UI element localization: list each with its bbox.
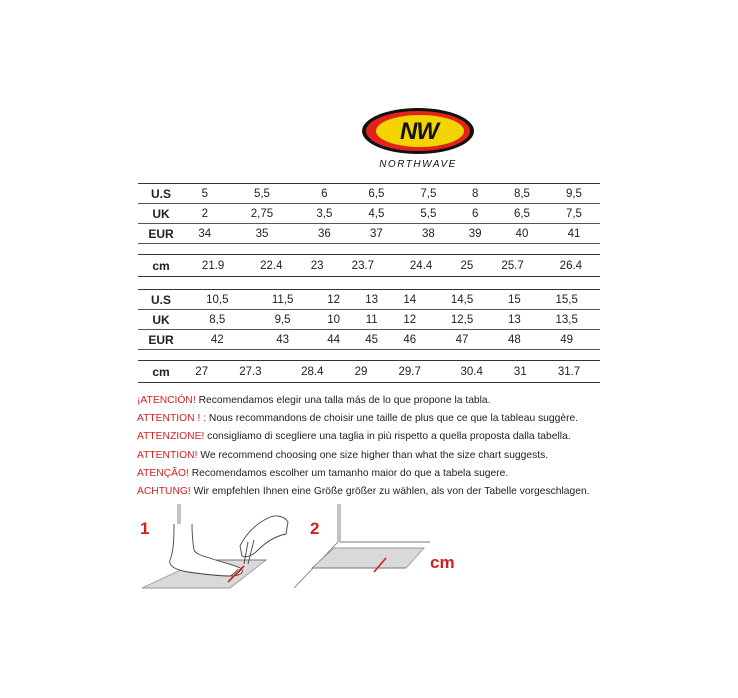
- cm-cell: 24.4: [409, 259, 433, 272]
- size-row: [138, 310, 600, 330]
- note-it: [137, 428, 607, 446]
- logo-wordmark: NORTHWAVE: [379, 159, 457, 170]
- size-cell: 6: [321, 187, 328, 200]
- size-cell: 43: [276, 333, 289, 346]
- note-text: Nous recommandons de choisir une taille de plus que ce que la tableau suggère.: [206, 413, 579, 425]
- step-1-number: 1: [140, 519, 150, 538]
- cm-cell: 30.4: [460, 365, 483, 378]
- cm-table-2: [138, 360, 600, 383]
- size-cell: 13: [365, 293, 379, 306]
- size-cell: 49: [560, 333, 574, 346]
- note-text: consigliamo di scegliere una taglia in più rispetto a quella proposta dalla tabella.: [204, 431, 571, 443]
- size-cell: 9,5: [274, 313, 291, 326]
- cm-cell: 27.3: [239, 365, 262, 378]
- size-cell: 3,5: [316, 207, 333, 220]
- size-cell: 10: [327, 313, 341, 326]
- cm-cell: 25: [460, 259, 474, 272]
- size-cell: 4,5: [368, 207, 385, 220]
- cm-cell: 23: [310, 259, 324, 272]
- size-cell: 2: [201, 207, 208, 220]
- step-2-number: 2: [310, 519, 320, 538]
- size-cell: 37: [369, 227, 383, 240]
- row-header: UK: [152, 312, 170, 327]
- note-pt: [137, 465, 607, 483]
- cm-cell: 23.7: [351, 259, 375, 272]
- size-cell: 15: [507, 293, 521, 306]
- size-cell: 6,5: [368, 187, 385, 200]
- size-table-1: [138, 183, 600, 244]
- row-header: cm: [152, 258, 170, 273]
- size-row: [138, 204, 600, 224]
- step-2-illustration: [290, 502, 465, 592]
- size-cell: 41: [567, 227, 581, 240]
- note-warning: ¡ATENCIÓN!: [137, 395, 196, 406]
- cm-cell: 22.4: [260, 259, 283, 272]
- size-advice-notes: [137, 392, 607, 501]
- size-cell: 13,5: [555, 313, 578, 326]
- row-header: cm: [152, 364, 170, 379]
- note-warning: ATTENZIONE!: [137, 431, 205, 443]
- size-cell: 6,5: [513, 207, 530, 220]
- note-de: [137, 483, 607, 501]
- cm-row: [138, 255, 600, 277]
- size-cell: 12: [403, 313, 417, 326]
- size-cell: 45: [365, 333, 379, 346]
- size-cell: 7,5: [565, 207, 582, 220]
- size-row: [138, 224, 600, 244]
- note-en: [137, 447, 607, 465]
- size-cell: 36: [317, 227, 331, 240]
- size-row: [138, 330, 600, 350]
- size-cell: 44: [327, 333, 341, 346]
- note-es: [137, 392, 607, 410]
- note-warning: ATTENTION ! :: [137, 413, 207, 425]
- cm-cell: 27: [195, 365, 209, 378]
- cm-cell: 21.9: [201, 259, 225, 272]
- size-cell: 5: [201, 187, 208, 200]
- note-text: Recomendamos escolher um tamanho maior do que a tabela sugere.: [188, 467, 509, 479]
- size-cell: 48: [507, 333, 521, 346]
- size-cell: 13: [507, 313, 521, 326]
- size-cell: 5,5: [420, 207, 437, 220]
- size-cell: 42: [210, 333, 224, 346]
- size-table-2: [138, 289, 600, 350]
- cm-table-1-body: [138, 255, 600, 277]
- paper-sheet-shape: [294, 504, 430, 588]
- cm-cell: 26.4: [559, 259, 583, 272]
- size-table-1-body: [138, 184, 600, 244]
- northwave-logo: [358, 106, 482, 170]
- note-text: We recommend choosing one size higher than what the size chart suggests.: [197, 449, 549, 461]
- size-cell: 5,5: [253, 187, 270, 200]
- size-cell: 11,5: [271, 293, 294, 306]
- size-cell: 12: [327, 293, 341, 306]
- cm-cell: 25.7: [501, 259, 524, 272]
- size-cell: 8,5: [513, 187, 530, 200]
- row-header: EUR: [148, 226, 174, 241]
- cm-table-1: [138, 254, 600, 277]
- size-cell: 38: [421, 227, 435, 240]
- size-cell: 46: [403, 333, 417, 346]
- size-cell: 14,5: [450, 293, 474, 306]
- row-header: U.S: [150, 186, 171, 201]
- size-cell: 40: [515, 227, 529, 240]
- size-cell: 15,5: [555, 293, 578, 306]
- cm-table-2-body: [138, 361, 600, 383]
- size-cell: 8,5: [209, 313, 226, 326]
- size-row: [138, 184, 600, 204]
- size-cell: 47: [455, 333, 469, 346]
- size-cell: 34: [198, 227, 212, 240]
- cm-cell: 31: [513, 365, 527, 378]
- size-cell: 6: [471, 207, 479, 220]
- size-cell: 9,5: [565, 187, 582, 200]
- size-table-2-body: [138, 290, 600, 350]
- note-text: Wir empfehlen Ihnen eine Größe größer zu wählen, als von der Tabelle vorgeschlagen.: [190, 486, 590, 498]
- cm-row: [138, 361, 600, 383]
- logo-monogram: NW: [400, 118, 438, 145]
- size-cell: 8: [471, 187, 479, 200]
- cm-cell: 29.7: [398, 365, 421, 378]
- unit-label: cm: [430, 553, 455, 572]
- size-cell: 39: [468, 227, 482, 240]
- size-cell: 2,75: [250, 207, 274, 220]
- note-warning: ATTENTION!: [137, 449, 198, 461]
- size-row: [138, 290, 600, 310]
- note-text: Recomendamos elegir una talla más de lo que propone la tabla.: [195, 395, 491, 406]
- cm-cell: 31.7: [557, 365, 581, 378]
- size-cell: 14: [403, 293, 417, 306]
- hand-icon: [240, 516, 288, 564]
- note-warning: ACHTUNG!: [137, 486, 191, 498]
- foot-icon: [170, 524, 243, 576]
- size-cell: 12,5: [450, 313, 474, 326]
- size-cell: 35: [255, 227, 269, 240]
- size-cell: 10,5: [206, 293, 229, 306]
- note-warning: ATENÇÃO!: [137, 467, 189, 479]
- row-header: EUR: [148, 332, 174, 347]
- cm-cell: 29: [354, 365, 368, 378]
- row-header: U.S: [150, 292, 171, 307]
- note-fr: [137, 410, 607, 428]
- row-header: UK: [152, 206, 170, 221]
- size-cell: 7,5: [420, 187, 437, 200]
- cm-cell: 28.4: [301, 365, 324, 378]
- size-cell: 11: [365, 313, 378, 326]
- step-1-illustration: [136, 502, 292, 592]
